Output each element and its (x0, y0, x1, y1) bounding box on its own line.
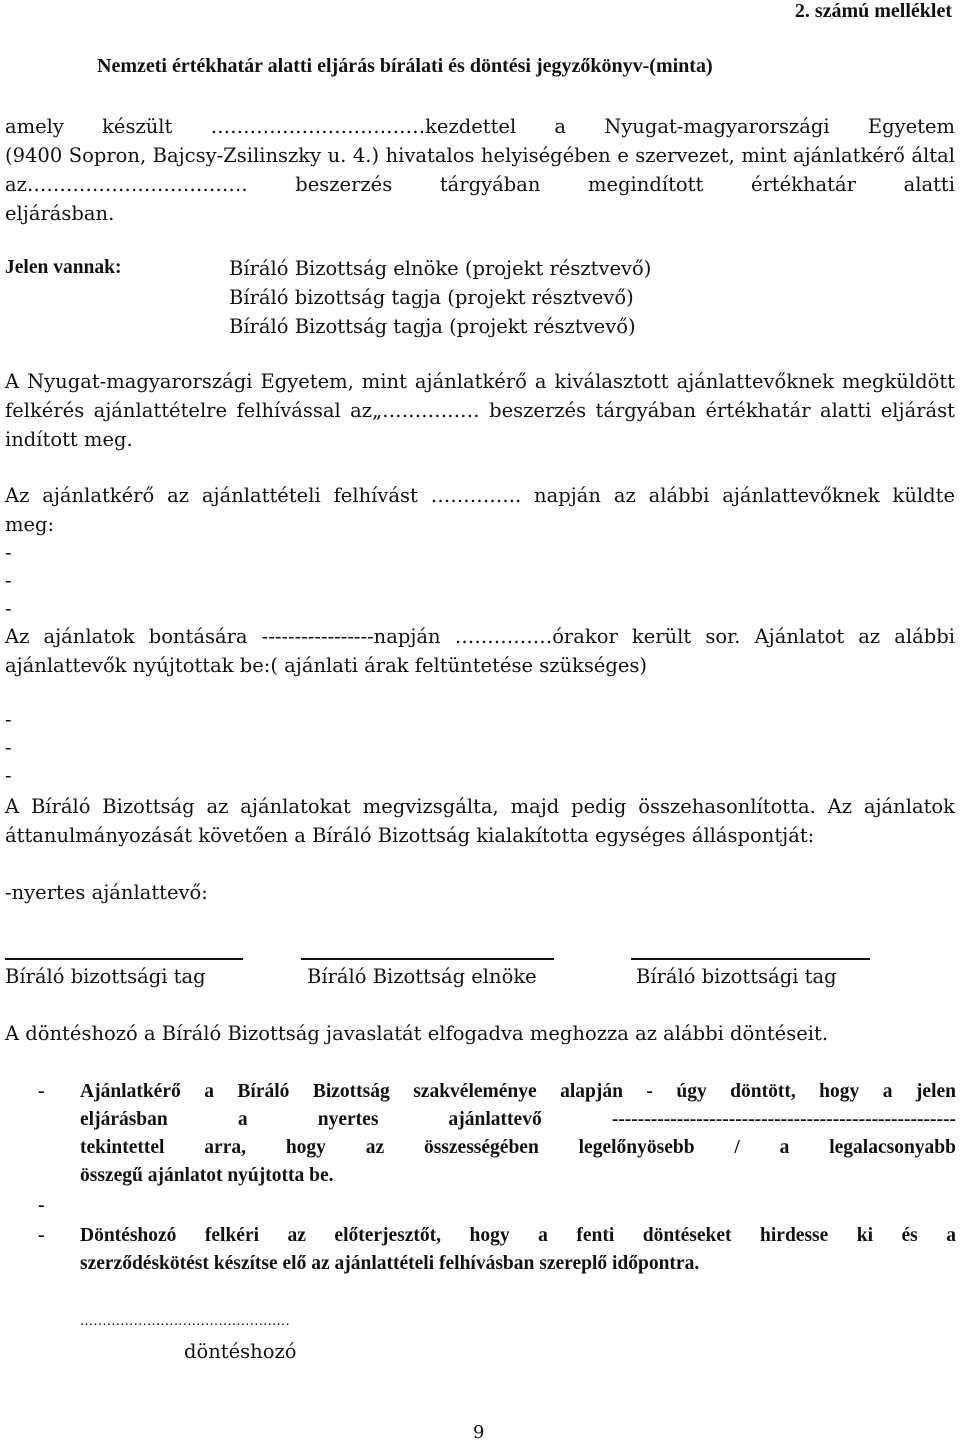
intro-line-2: (9400 Sopron, Bajcsy-Zsilinszky u. 4.) hivatalos helyiségében e szervezet, mint ajánlatkérő által (5, 144, 955, 167)
present-member: Bíráló bizottság tagja (projekt résztvevő) (229, 286, 634, 309)
decision-line: eljárásban a nyertes ajánlattevő ----------------------------------------------------- (80, 1109, 956, 1130)
para1-line-3: indított meg. (5, 428, 133, 451)
signature-dots: ............................................... (80, 1312, 290, 1329)
para3-line-1: Az ajánlatok bontására -----------------napján ……………órakor került sor. Ajánlatot az alábbi (5, 625, 955, 648)
page-number: 9 (473, 1422, 485, 1443)
para4-line-2: áttanulmányozását követően a Bíráló Bizottság kialakította egységes álláspontját: (5, 824, 815, 847)
list-dash: - (5, 597, 12, 620)
document-title: Nemzeti értékhatár alatti eljárás bírálati és döntési jegyzőkönyv-(minta) (97, 55, 713, 77)
para2-line-2: meg: (5, 513, 55, 536)
signature-label: Bíráló Bizottság elnöke (307, 965, 537, 988)
signature-line (301, 958, 554, 960)
present-member: Bíráló Bizottság elnöke (projekt résztvevő) (229, 257, 652, 280)
annex-label: 2. számú melléklet (794, 0, 952, 22)
para4-line-1: A Bíráló Bizottság az ajánlatokat megvizsgálta, majd pedig összehasonlította. Az ajánlatok (5, 795, 955, 818)
decision-line: szerződéskötést készítse elő az ajánlattételi felhívásban szereplő időpontra. (80, 1253, 700, 1274)
para1-line-1: A Nyugat-magyarországi Egyetem, mint ajánlatkérő a kiválasztott ajánlattevőknek megküldött (5, 370, 955, 393)
winner-label: -nyertes ajánlattevő: (5, 881, 208, 904)
decision-dash: - (38, 1195, 45, 1216)
decider-label: döntéshozó (184, 1340, 297, 1363)
decision-line: Ajánlatkérő a Bíráló Bizottság szakvéleménye alapján - úgy döntött, hogy a jelen (80, 1081, 956, 1102)
decision-line: tekintettel arra, hogy az összességében legelőnyösebb / a legalacsonyabb (80, 1137, 956, 1158)
decision-dash: - (38, 1081, 45, 1102)
para3-line-2: ajánlattevők nyújtottak be:( ajánlati árak feltüntetése szükséges) (5, 654, 648, 677)
intro-line-4: eljárásban. (5, 202, 115, 225)
present-member: Bíráló Bizottság tagja (projekt résztvevő) (229, 315, 636, 338)
list-dash: - (5, 736, 12, 759)
para1-line-2: felkérés ajánlattételre felhívással az„…………… beszerzés tárgyában értékhatár alatti eljárást (5, 399, 955, 422)
list-dash: - (5, 541, 12, 564)
decision-line: összegű ajánlatot nyújtotta be. (80, 1165, 334, 1186)
list-dash: - (5, 764, 12, 787)
signature-line (5, 958, 243, 960)
intro-line-1: amely készült ……………………………kezdettel a Nyugat-magyarországi Egyetem (5, 115, 955, 138)
list-dash: - (5, 708, 12, 731)
signature-label: Bíráló bizottsági tag (5, 965, 206, 988)
decision-intro: A döntéshozó a Bíráló Bizottság javaslatát elfogadva meghozza az alábbi döntéseit. (5, 1022, 829, 1045)
signature-label: Bíráló bizottsági tag (636, 965, 837, 988)
list-dash: - (5, 569, 12, 592)
para2-line-1: Az ajánlatkérő az ajánlattételi felhívást ………….. napján az alábbi ajánlattevőknek küldte (5, 484, 955, 507)
signature-line (631, 958, 870, 960)
decision-dash: - (38, 1225, 45, 1246)
decision-line: Döntéshozó felkéri az előterjesztőt, hogy a fenti döntéseket hirdesse ki és a (80, 1225, 956, 1246)
intro-line-3: az……………………………. beszerzés tárgyában megindított értékhatár alatti (5, 173, 955, 196)
present-label: Jelen vannak: (5, 257, 122, 278)
